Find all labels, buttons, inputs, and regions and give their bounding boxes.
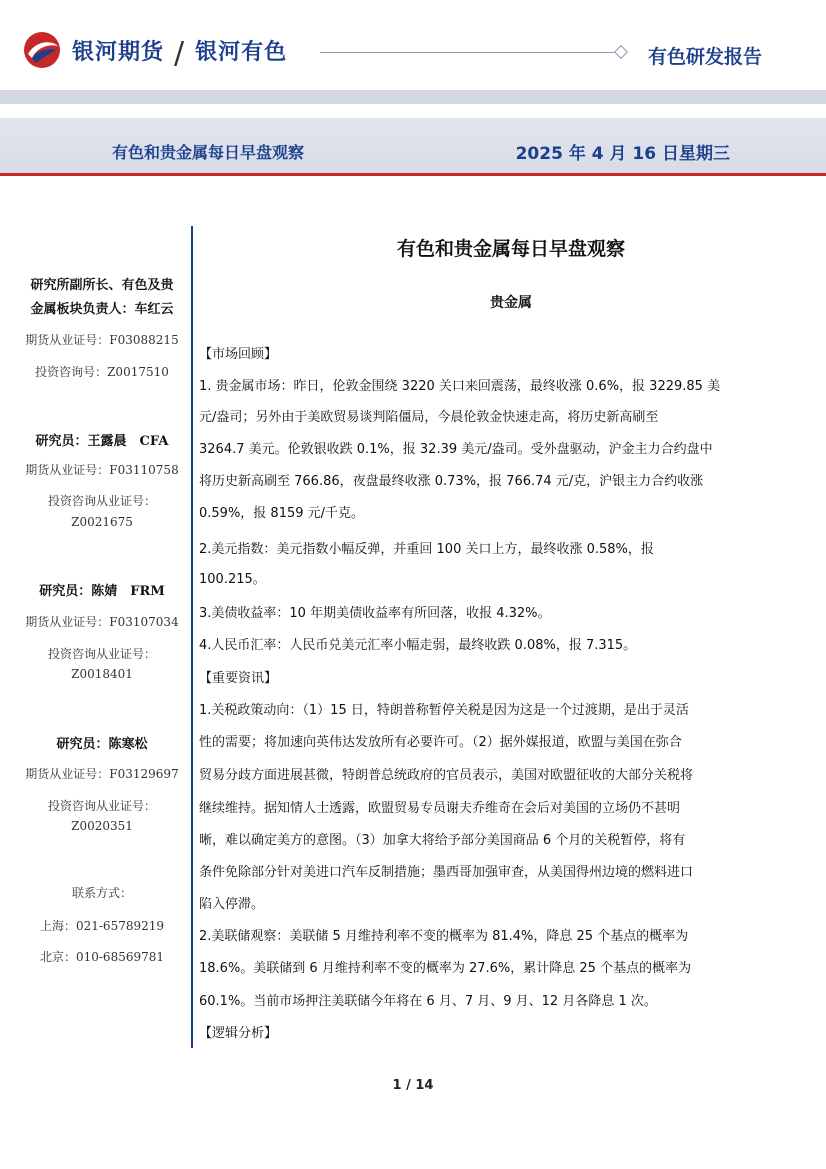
body-line: 3.美债收益率：10 年期美债收益率有所回落，收报 4.32%。 — [199, 606, 551, 621]
analyst-2-consult-number: Z0018401 — [71, 667, 133, 681]
brand-name — [72, 32, 288, 71]
analyst-3-futures-license: 期货从业证号：F03129697 — [25, 767, 179, 781]
analyst-1-name: 研究员：王露晨 CFA — [35, 434, 169, 449]
body-line: 1.关税政策动向：（1）15 日，特朗普称暂停关税是因为这是一个过渡期，是出于灵活 — [199, 703, 689, 718]
header-rule — [320, 52, 616, 53]
body-line: 陷入停滞。 — [199, 897, 265, 912]
body-line: 元/盎司；另外由于美欧贸易谈判陷僵局，今晨伦敦金快速走高，将历史新高刷至 — [199, 410, 659, 425]
document-title: 有色和贵金属每日早盘观察 — [396, 238, 625, 260]
band-title: 有色和贵金属每日早盘观察 — [112, 143, 305, 162]
header-stripe-gap — [0, 104, 826, 108]
title-band-accent-line — [0, 173, 826, 176]
body-line: 18.6%。美联储到 6 月维持利率不变的概率为 27.6%，累计降息 25 个基点的概率为 — [199, 961, 692, 976]
head-title-line-1: 研究所副所长、有色及贵 — [30, 278, 174, 293]
header-stripe — [0, 90, 826, 104]
analyst-2-futures-license: 期货从业证号：F03107034 — [25, 615, 179, 629]
diamond-icon — [614, 45, 628, 59]
contact-shanghai: 上海：021-65789219 — [39, 919, 165, 933]
analyst-2-name: 研究员：陈婧 FRM — [39, 584, 165, 599]
analyst-1-consult-label: 投资咨询从业证号： — [47, 494, 156, 508]
body-line: 将历史新高刷至 766.86，夜盘最终收涨 0.73%，报 766.74 元/克，沪银主力合约收涨 — [199, 474, 704, 489]
section-title: 贵金属 — [490, 295, 532, 311]
page-number: 1 / 14 — [392, 1078, 434, 1093]
brand-left: 银河期货 — [72, 40, 165, 65]
body-line: 条件免除部分针对美进口汽车反制措施；墨西哥加强审查，从美国得州边境的燃料进口 — [199, 865, 694, 880]
body-line: 60.1%。当前市场押注美联储今年将在 6 月、7 月、9 月、12 月各降息 1 次。 — [199, 994, 657, 1009]
analyst-2-consult-label: 投资咨询从业证号： — [47, 647, 156, 661]
body-line: 贸易分歧方面进展甚微，特朗普总统政府的官员表示，美国对欧盟征收的大部分关税将 — [199, 768, 694, 783]
body-line: 2.美元指数：美元指数小幅反弹，并重回 100 关口上方，最终收涨 0.58%，报 — [199, 542, 654, 557]
contact-label: 联系方式： — [71, 886, 132, 900]
body-line: 3264.7 美元。伦敦银收跌 0.1%，报 32.39 美元/盎司。受外盘驱动，沪金主力合约盘中 — [199, 442, 713, 457]
body-line: 100.215。 — [199, 572, 266, 587]
analyst-1-consult-number: Z0021675 — [71, 515, 133, 529]
brand-divider: / — [174, 36, 186, 71]
body-line: 2.美联储观察：美联储 5 月维持利率不变的概率为 81.4%，降息 25 个基点的概率为 — [199, 929, 689, 944]
brand-right: 银河有色 — [195, 40, 288, 65]
heading-market-review: 【市场回顾】 — [199, 347, 278, 362]
analyst-3-consult-number: Z0020351 — [71, 819, 133, 833]
analyst-1-futures-license: 期货从业证号：F03110758 — [25, 463, 179, 477]
body-line: 性的需要；将加速向英伟达发放所有必要许可。（2）据外媒报道，欧盟与美国在弥合 — [199, 735, 682, 750]
heading-logic-analysis: 【逻辑分析】 — [199, 1026, 278, 1041]
body-line: 4.人民币汇率：人民币兑美元汇率小幅走弱，最终收跌 0.08%，报 7.315。 — [199, 638, 637, 653]
analyst-3-consult-label: 投资咨询从业证号： — [47, 799, 156, 813]
head-consult-license: 投资咨询号：Z0017510 — [35, 365, 169, 379]
body-line: 1. 贵金属市场：昨日，伦敦金围绕 3220 关口来回震荡，最终收涨 0.6%，报 3229.85 美 — [199, 379, 721, 394]
report-date: 2025 年 4 月 16 日星期三 — [515, 144, 730, 164]
body-line: 继续维持。据知情人士透露，欧盟贸易专员谢夫乔维奇在会后对美国的立场仍不甚明 — [199, 801, 681, 816]
body-line: 0.59%，报 8159 元/千克。 — [199, 506, 365, 521]
page-header — [0, 0, 826, 108]
head-futures-license: 期货从业证号：F03088215 — [25, 333, 179, 347]
analyst-3-name: 研究员：陈寒松 — [56, 737, 148, 752]
contact-beijing: 北京：010-68569781 — [39, 950, 165, 964]
galaxy-futures-logo-icon — [22, 30, 62, 70]
heading-key-news: 【重要资讯】 — [199, 671, 278, 686]
body-line: 晰，难以确定美方的意图。（3）加拿大将给予部分美国商品 6 个月的关税暂停，将有 — [199, 833, 686, 848]
report-type: 有色研发报告 — [647, 46, 762, 68]
head-title-line-2: 金属板块负责人：车红云 — [30, 302, 174, 317]
